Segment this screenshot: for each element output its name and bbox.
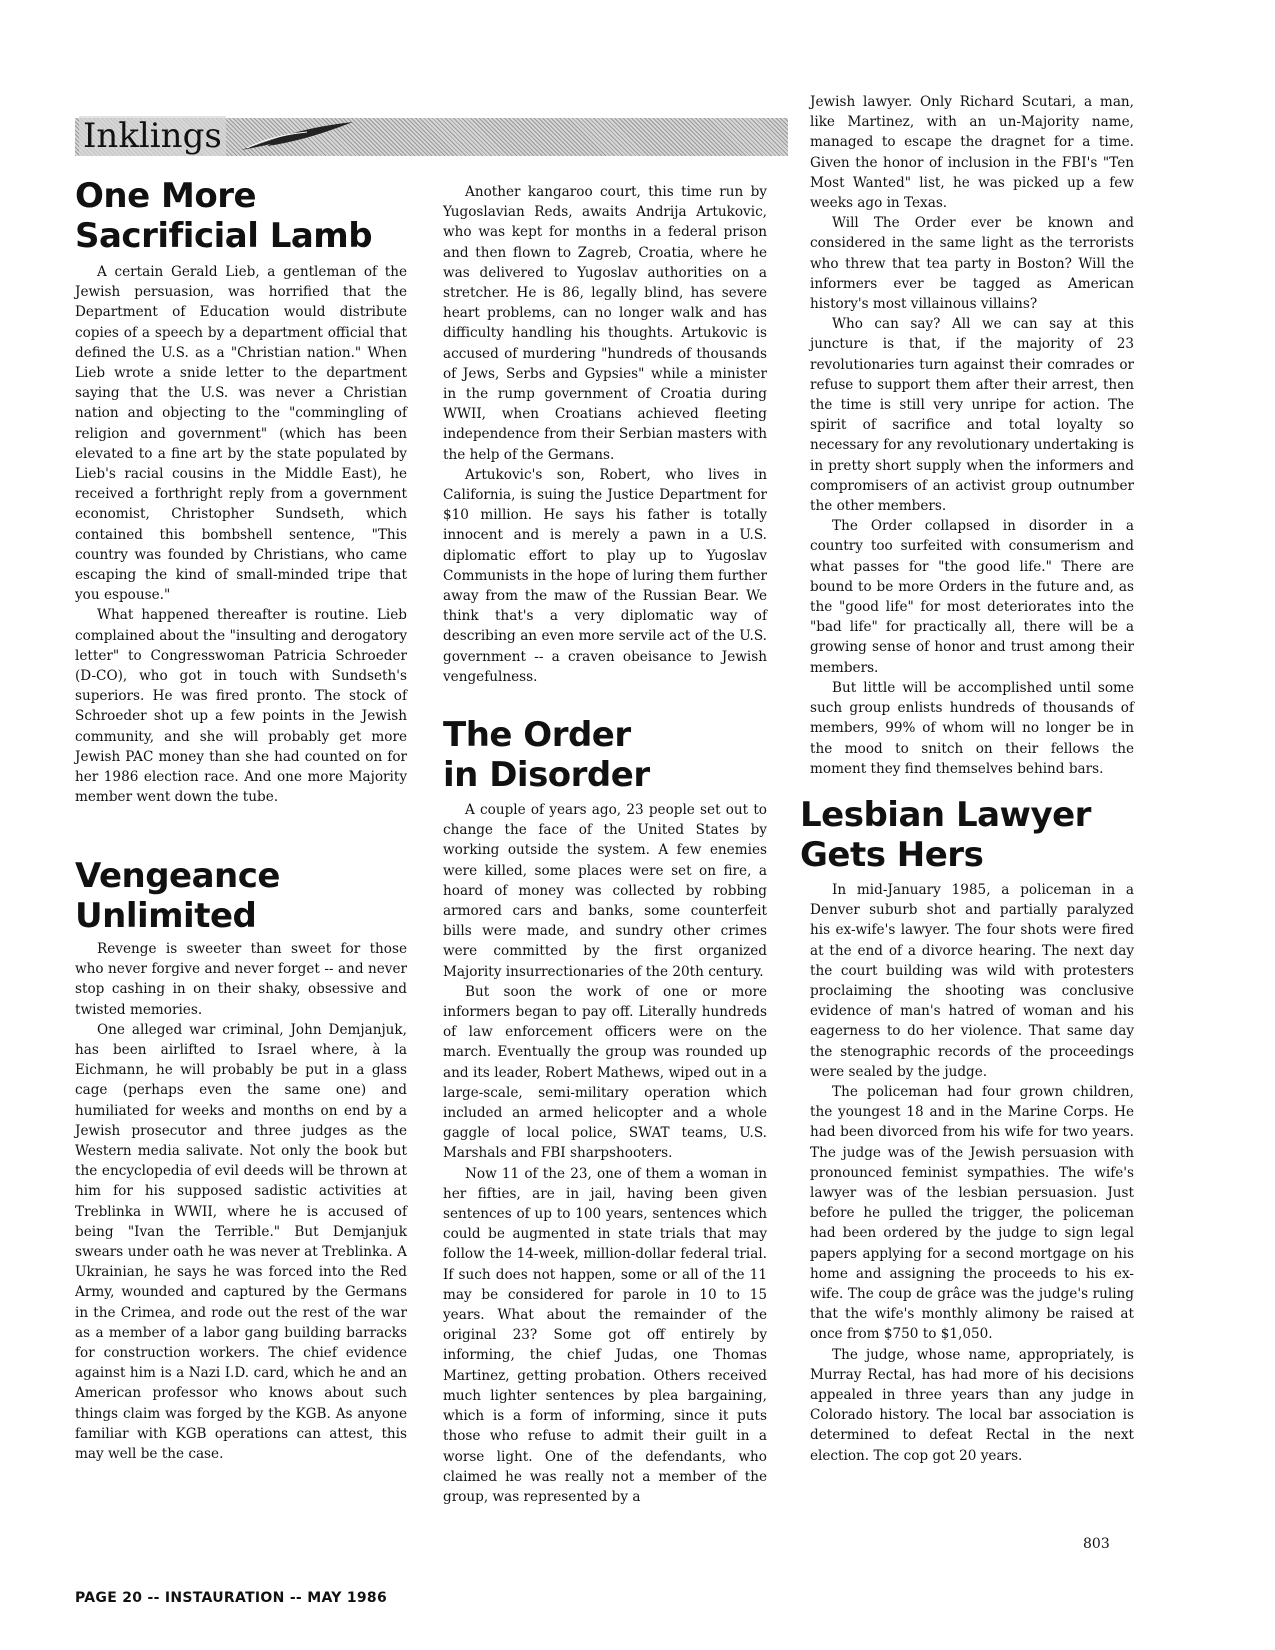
paragraph: Will The Order ever be known and considered in the same light as the terrorists who threw that tea party in Boston? Will the informers ever be tagged as American history's most villainous villains?: [810, 215, 1134, 313]
paragraph: Who can say? All we can say at this juncture is that, if the majority of 23 revolutionaries turn against their comrades or refuse to support them after their arrest, then the time is still very unripe for action. The spirit of sacrifice and total loyalty so necessary for any revolutionary undertaking is in pretty short supply when the informers and compromisers of an activist group outnumber the other members.: [810, 316, 1134, 515]
article-body-vengeance-unlimited: [75, 939, 407, 1464]
headline-lesbian-lawyer-gets-hers: [800, 795, 1091, 875]
paragraph: But little will be accomplished until some such group enlists hundreds of thousands of members, 99% of whom will no longer be in the mood to snitch on their fellows the moment they find themselves behind bars.: [810, 679, 1134, 777]
paragraph: In mid-January 1985, a policeman in a Denver suburb shot and partially paralyzed his ex-wife's lawyer. The four shots were fired at the end of a divorce hearing. The next day the court building was wild with protesters proclaiming the shooting was conclusive evidence of man's hatred of woman and his eagerness to do her violence. That same day the stenographic records of the proceedings were sealed by the judge.: [810, 882, 1134, 1080]
article-body-sacrificial-lamb: [75, 262, 407, 807]
article-body-lesbian-lawyer: [810, 880, 1134, 1466]
paragraph: Artukovic's son, Robert, who lives in California, is suing the Justice Department for $10 million. He says his father is totally innocent and is merely a pawn in a U.S. diplomatic effort to play up to Yugoslav Communists in the hope of luring them further away from the maw of the Russian Bear. We think that's a very diplomatic way of describing an even more servile act of the U.S. government -- a craven obeisance to Jewish vengefulness.: [443, 466, 767, 685]
headline-line: Sacrificial Lamb: [75, 216, 373, 256]
headline-vengeance-unlimited: [75, 856, 280, 936]
headline-line: in Disorder: [443, 755, 650, 795]
paragraph: But soon the work of one or more informers began to pay off. Literally hundreds of law enforcement officers were on the march. Eventually the group was rounded up and its leader, Robert Mathews, wiped out in a large-scale, semi-military operation which included an armed helicopter and a whole gaggle of local police, SWAT teams, U.S. Marshals and FBI sharpshooters.: [443, 983, 767, 1162]
article-continuation-vengeance-unlimited: [443, 182, 767, 687]
headline-line: Gets Hers: [800, 835, 984, 875]
article-continuation-the-order: [810, 92, 1134, 779]
headline-line: The Order: [443, 715, 631, 755]
headline-line: Lesbian Lawyer: [800, 795, 1091, 835]
paragraph: What happened thereafter is routine. Lieb complained about the "insulting and derogatory letter" to Congresswoman Patricia Schroeder (D-CO), who got in touch with Sundseth's superiors. He was fired pronto. The stock of Schroeder shot up a few points in the Jewish community, and she will probably get more Jewish PAC money than she had counted on for her 1986 election race. And one more Majority member went down the tube.: [75, 607, 407, 806]
article-body-the-order-in-disorder: [443, 800, 767, 1507]
headline-one-more-sacrificial-lamb: [75, 176, 372, 256]
paragraph: A couple of years ago, 23 people set out to change the face of the United States by working outside the system. A few enemies were killed, some places were set on fire, a hoard of money was collected by robbing armored cars and banks, some counterfeit bills were made, and sundry other crimes were committed by the first organized Majority insurrectionaries of the 20th century.: [443, 802, 767, 980]
paragraph: Revenge is sweeter than sweet for those who never forgive and never forget -- and never stop cashing in on their shaky, obsessive and twisted memories.: [75, 941, 407, 1018]
paragraph: The Order collapsed in disorder in a country too surfeited with consumerism and what passes for "the good life." There are bound to be more Orders in the future and, as the "good life" for most deteriorates into the "bad life" for practically all, there will be a growing sense of honor and trust among their members.: [810, 518, 1134, 676]
quill-pen-icon: [237, 120, 357, 154]
paragraph: Another kangaroo court, this time run by Yugoslavian Reds, awaits Andrija Artukovic, who was kept for months in a federal prison and then flown to Zagreb, Croatia, where he was delivered to Yugoslav authorities on a stretcher. He is 86, legally blind, has severe heart problems, can no longer walk and has difficulty handling his thoughts. Artukovic is accused of murdering "hundreds of thousands of Jews, Serbs and Gypsies" while a minister in the rump government of Croatia during WWII, when Croatians achieved fleeting independence from their Serbian masters with the help of the Germans.: [443, 184, 767, 463]
paragraph: A certain Gerald Lieb, a gentleman of the Jewish persuasion, was horrified that the Department of Education would distribute copies of a speech by a department official that defined the U.S. as a "Christian nation." When Lieb wrote a snide letter to the department saying that the U.S. was never a Christian nation and objecting to the "commingling of religion and government" (which has been elevated to a fine art by the state populated by Lieb's racial cousins in the Middle East), he received a forthright reply from a government economist, Christopher Sundseth, which contained this bombshell sentence, "This country was founded by Christians, who came escaping the kind of small-minded tripe that you espouse.": [75, 264, 407, 604]
headline-line: One More: [75, 176, 257, 216]
banner-title: Inklings: [79, 116, 226, 156]
paragraph: Jewish lawyer. Only Richard Scutari, a man, like Martinez, with an un-Majority name, managed to escape the dragnet for a time. Given the honor of inclusion in the FBI's "Ten Most Wanted" list, he was picked up a few weeks ago in Texas.: [810, 94, 1134, 212]
headline-the-order-in-disorder: [443, 715, 650, 795]
paragraph: One alleged war criminal, John Demjanjuk, has been airlifted to Israel where, à la Eichmann, he will probably be put in a glass cage (perhaps even the same one) and humiliated for weeks and months on end by a Jewish prosecutor and three judges as the Western media salivate. Not only the book but the encyclopedia of evil deeds will be thrown at him for his supposed sadistic activities at Treblinka in WWII, where he is accused of being "Ivan the Terrible." But Demjanjuk swears under oath he was never at Treblinka. A Ukrainian, he says he was forced into the Red Army, wounded and captured by the Germans in the Crimea, and rode out the rest of the war as a member of a labor gang building barracks for construction workers. The chief evidence against him is a Nazi I.D. card, which he and an American professor who knows about such things claim was forged by the KGB. As anyone familiar with KGB operations can attest, this may well be the case.: [75, 1021, 407, 1463]
headline-line: Unlimited: [75, 896, 257, 936]
page-footer: PAGE 20 -- INSTAURATION -- MAY 1986: [75, 1590, 388, 1606]
headline-line: Vengeance: [75, 856, 280, 896]
page-number: 803: [1083, 1536, 1110, 1552]
paragraph: The judge, whose name, appropriately, is Murray Rectal, has had more of his decisions appealed in three years than any judge in Colorado history. The local bar association is determined to defeat Rectal in the next election. The cop got 20 years.: [810, 1346, 1134, 1464]
paragraph: The policeman had four grown children, the youngest 18 and in the Marine Corps. He had been divorced from his wife for two years. The judge was of the Jewish persuasion with pronounced feminist sympathies. The wife's lawyer was of the lesbian persuasion. Just before he pulled the trigger, the policeman had been ordered by the judge to sign legal papers applying for a second mortgage on his home and assigning the proceeds to his ex-wife. The coup de grâce was the judge's ruling that the wife's monthly alimony be raised at once from $750 to $1,050.: [810, 1084, 1134, 1343]
section-banner: [75, 118, 788, 156]
paragraph: Now 11 of the 23, one of them a woman in her fifties, are in jail, having been given sentences of up to 100 years, sentences which could be augmented in state trials that may follow the 14-week, million-dollar federal trial. If such does not happen, some or all of the 11 may be considered for parole in 10 to 15 years. What about the remainder of the original 23? Some got off entirely by informing, the chief Judas, one Thomas Martinez, getting probation. Others received much lighter sentences by plea bargaining, which is a form of informing, since it puts those who refuse to admit their guilt in a worse light. One of the defendants, who claimed he was really not a member of the group, was represented by a: [443, 1165, 767, 1505]
